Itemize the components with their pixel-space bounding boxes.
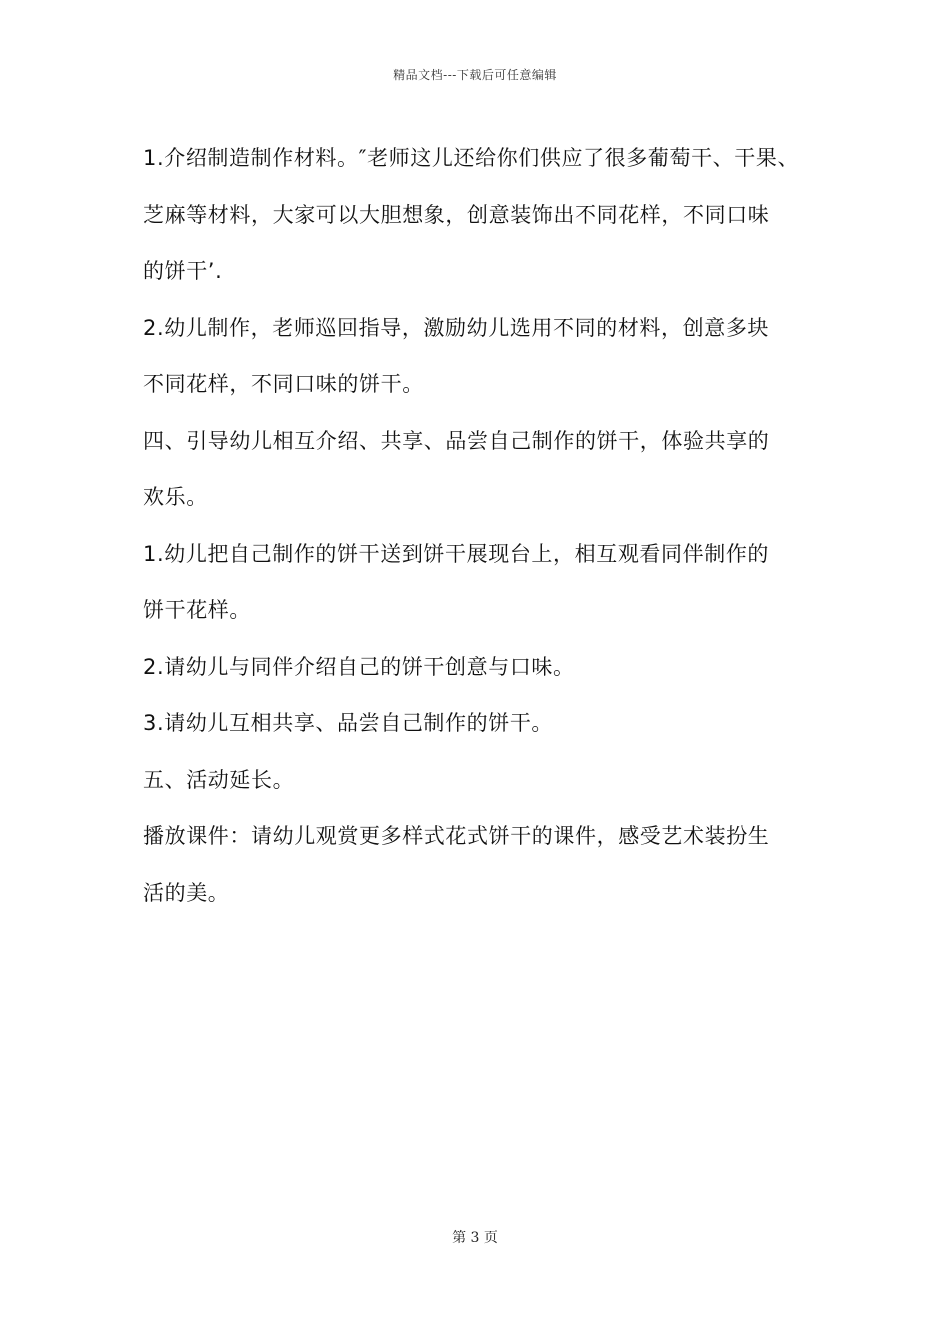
text-line-6: 四、引导幼儿相互介绍、共享、品尝自己制作的饼干，体验共享的 — [143, 428, 770, 453]
text-line-14: 活的美。 — [143, 880, 230, 905]
text-line-12: 五、活动延长。 — [143, 767, 295, 792]
document-body — [143, 130, 823, 921]
text-line-11: 3.请幼儿互相共享、品尝自己制作的饼干。 — [143, 711, 554, 735]
page-header: 精品文档---下载后可任意编辑 — [393, 68, 557, 82]
text-line-3: 的饼干’. — [143, 259, 223, 283]
text-line-9: 饼干花样。 — [143, 598, 251, 622]
page-number: 第 3 页 — [452, 1230, 498, 1246]
text-line-1: 1.介绍制造制作材料。″老师这儿还给你们供应了很多葡萄干、干果、 — [143, 146, 800, 170]
text-line-7: 欢乐。 — [143, 485, 208, 509]
text-line-8: 1.幼儿把自己制作的饼干送到饼干展现台上，相互观看同伴制作的 — [143, 541, 770, 566]
text-line-13: 播放课件：请幼儿观赏更多样式花式饼干的课件，感受艺术装扮生 — [143, 824, 770, 848]
text-line-10: 2.请幼儿与同伴介绍自己的饼干创意与口味。 — [143, 654, 575, 679]
text-line-4: 2.幼儿制作，老师巡回指导，激励幼儿选用不同的材料，创意多块 — [143, 315, 770, 340]
text-line-2: 芝麻等材料，大家可以大胆想象，创意装饰出不同花样，不同口味 — [143, 202, 770, 227]
text-line-5: 不同花样，不同口味的饼干。 — [143, 372, 424, 396]
